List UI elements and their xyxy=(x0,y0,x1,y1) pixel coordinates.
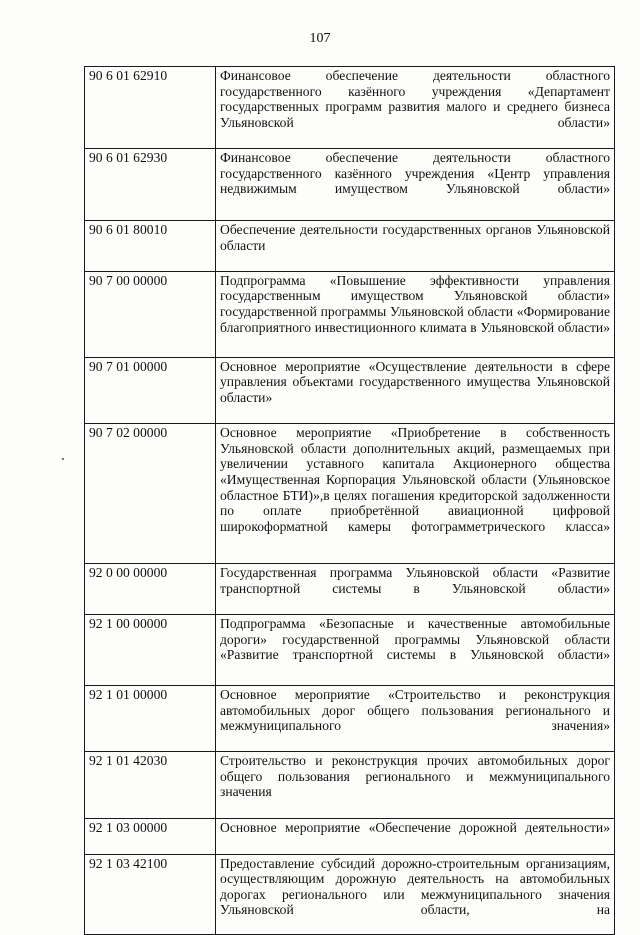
item-description xyxy=(216,148,615,220)
item-description-text: Строительство и реконструкция прочих автомобильных дорог общего пользования регионального и межмуниципального значения xyxy=(220,753,610,800)
item-description-text: Основное мероприятие «Строительство и реконструкция автомобильных дорог общего пользования регионального и межмуниципального значения» xyxy=(220,686,610,734)
table-row xyxy=(85,67,615,149)
page-number: 107 xyxy=(309,31,331,46)
item-description xyxy=(216,67,615,149)
classification-code: 92 1 03 00000 xyxy=(85,818,216,854)
table-row xyxy=(85,818,615,854)
classification-code: 92 1 01 00000 xyxy=(85,685,216,751)
item-description-text: Основное мероприятие «Осуществление деятельности в сфере управления объектами государственного имущества Ульяновской области» xyxy=(220,358,610,405)
classification-code: 90 7 01 00000 xyxy=(85,357,216,423)
budget-classification-table xyxy=(84,66,615,935)
classification-code: 90 6 01 62910 xyxy=(85,67,216,149)
item-description-text: Подпрограмма «Повышение эффективности управления государственным имуществом Ульяновской области» государственной программы Ульяновской области «Формирование благоприятного инвестиционного климата в Ульяновской области» xyxy=(220,272,610,335)
classification-code: 90 7 00 00000 xyxy=(85,271,216,357)
classification-code: 90 7 02 00000 xyxy=(85,424,216,564)
classification-code: 92 1 00 00000 xyxy=(85,614,216,685)
item-description xyxy=(216,818,615,854)
scan-speck xyxy=(62,458,64,460)
item-description-text: Финансовое обеспечение деятельности областного государственного казённого учреждения «Центр управления недвижимым имуществом Ульяновской области» xyxy=(220,149,610,197)
item-description-text: Основное мероприятие «Обеспечение дорожной деятельности» xyxy=(220,819,610,835)
item-description xyxy=(216,854,615,934)
classification-code: 92 1 01 42030 xyxy=(85,752,216,818)
item-description-text: Основное мероприятие «Приобретение в собственность Ульяновской области дополнительных акций, размещаемых при увеличении уставного капитала Акционерного общества «Имущественная Корпорация Ульяновской области (Ульяновское областное БТИ)»,в целях погашения кредиторской задолженности по оплате приобретённой авиационной цифровой широкоформатной камеры фотограмметрического класса» xyxy=(220,425,610,534)
item-description xyxy=(216,752,615,818)
table-body xyxy=(85,67,615,935)
item-description-text: Подпрограмма «Безопасные и качественные автомобильные дороги» государственной программы Ульяновской области «Развитие транспортной системы в Ульяновской области» xyxy=(220,615,610,663)
classification-code: 90 6 01 80010 xyxy=(85,220,216,271)
item-description-text: Обеспечение деятельности государственных органов Ульяновской области xyxy=(220,221,610,253)
table-row xyxy=(85,854,615,934)
table-row xyxy=(85,564,615,615)
table-row xyxy=(85,271,615,357)
item-description xyxy=(216,357,615,423)
item-description xyxy=(216,424,615,564)
table-row xyxy=(85,424,615,564)
item-description xyxy=(216,220,615,271)
item-description xyxy=(216,271,615,357)
table-row xyxy=(85,220,615,271)
classification-code: 92 0 00 00000 xyxy=(85,564,216,615)
item-description xyxy=(216,685,615,751)
table-row xyxy=(85,614,615,685)
table-row xyxy=(85,148,615,220)
classification-code: 90 6 01 62930 xyxy=(85,148,216,220)
table-row xyxy=(85,685,615,751)
item-description xyxy=(216,614,615,685)
item-description-text: Государственная программа Ульяновской области «Развитие транспортной системы в Ульяновской области» xyxy=(220,565,610,596)
table-row xyxy=(85,357,615,423)
classification-code: 92 1 03 42100 xyxy=(85,854,216,934)
item-description xyxy=(216,564,615,615)
table-row xyxy=(85,752,615,818)
item-description-text: Предоставление субсидий дорожно-строительным организациям, осуществляющим дорожную деятельность на автомобильных дорогах регионального или межмуниципального значения Ульяновской области, на xyxy=(220,855,610,918)
item-description-text: Финансовое обеспечение деятельности областного государственного казённого учреждения «Департамент государственных программ развития малого и среднего бизнеса Ульяновской области» xyxy=(220,68,610,130)
